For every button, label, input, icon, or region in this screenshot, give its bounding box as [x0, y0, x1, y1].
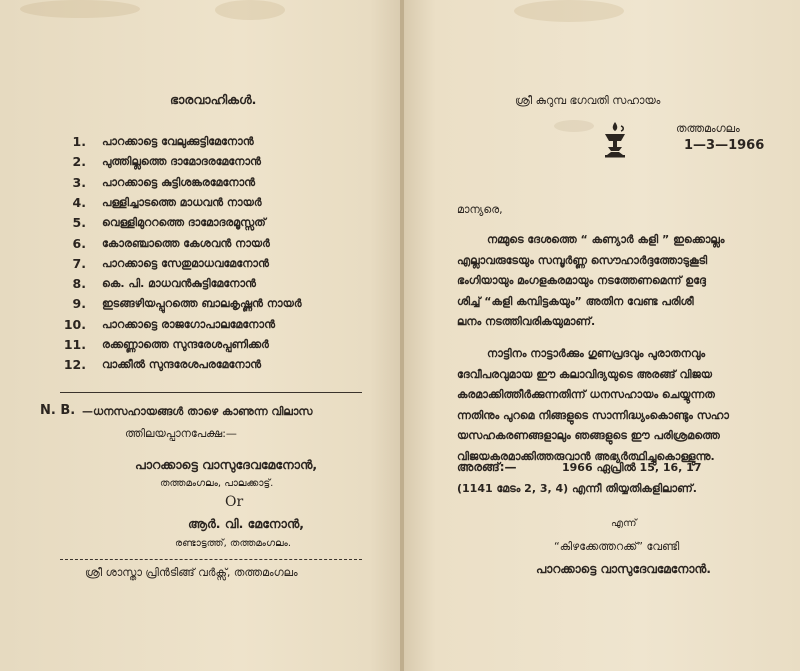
member-name: രക്കണ്ണാത്തെ സുന്ദരേശപ്പണിക്കർ — [102, 338, 269, 351]
member-number: 1. — [72, 134, 86, 149]
member-number: 10. — [63, 316, 86, 332]
member-name: പള്ളിച്ചാടത്തെ മാധവൻ നായർ — [102, 195, 262, 209]
paragraph-line: ശിച്ച് “കളി കമ്പിട്ടകയും” അതിന വേണ്ട പരിശീ — [457, 294, 694, 308]
member-name: പാറക്കാട്ടെ രാജഗോപാലമേനോൻ — [102, 317, 275, 331]
member-name: വെള്ളിമുററത്തെ ദാമോദരമൂസ്സത് — [102, 216, 266, 230]
member-number: 8. — [72, 276, 86, 292]
member-number: 6. — [72, 235, 86, 251]
contact1-address: തത്തമംഗലം, പാലക്കാട്ട്. — [160, 478, 274, 489]
member-name: ഇടങ്ങഴിയപ്പുറത്തെ ബാലകൃഷ്ണൻ നായർ — [102, 297, 302, 311]
member-name: പാറക്കാട്ടെ സേതുമാധവമേനോൻ — [102, 256, 269, 270]
divider — [60, 559, 362, 560]
letter-date: 1—3—1966 — [684, 138, 765, 153]
paragraph-line: യസഹകരണങ്ങളാലും ഞങ്ങളുടെ ഈ പരിശ്രമത്തെ — [457, 429, 720, 442]
contact2-name: ആർ. വി. മേനോൻ, — [188, 516, 304, 531]
arangu-malayalam-dates: (1141 മേടം 2, 3, 4) എന്നീ തിയ്യതികളിലാണ്. — [457, 482, 697, 495]
salutation: മാന്യരെ, — [457, 203, 503, 216]
right-page — [404, 0, 800, 671]
member-name: വാക്കീൽ സുന്ദരേശപരമേനോൻ — [102, 358, 262, 372]
member-number: 5. — [72, 215, 86, 231]
printer-credit: ശ്രീ ശാസ്താ പ്രിൻടിങ്ങ് വർക്സ്, തത്തമംഗലം — [85, 566, 298, 579]
committee-title: ഭാരവാഹികൾ. — [170, 92, 257, 107]
member-name: കെ. പി. മാധവൻകുട്ടിമേനോൻ — [102, 277, 256, 291]
divider — [60, 392, 362, 393]
member-number: 3. — [72, 174, 86, 190]
paragraph-line: ലനം നടത്തിവരികയുമാണ്. — [457, 315, 596, 328]
paragraph-line: എല്ലാവരുടേയും സമ്പൂർണ്ണ സൌഹാർദ്ദത്തോടുകൂടി — [457, 253, 708, 267]
paragraph-line: ദേവീപരവുമായ ഈ കലാവിദ്യയുടെ അരങ്ങ് വിജയ — [457, 367, 712, 381]
arangu-dates: 1966 ഏപ്രിൽ 15, 16, 17 — [562, 461, 702, 474]
oil-lamp-icon — [597, 120, 633, 160]
paragraph-line: ഭംഗിയായും മംഗളകരമായും നടത്തേണമെന്ന് ഉദ്ദേ — [457, 274, 706, 287]
paragraph-line: വിജയകരമാക്കിത്തരുവാൻ അഭ്യർത്ഥിച്ചുകൊള്ളുന്നു. — [457, 449, 715, 463]
paragraph-line: കരമാക്കിത്തീർക്കുന്നതിന്ന് ധനസഹായം ചെയ്യുന്നത — [457, 388, 715, 401]
nb-text-line2: ത്തിലയപ്പാനപേക്ഷ:— — [125, 427, 237, 440]
paper-stain — [514, 0, 624, 22]
paper-stain — [554, 120, 594, 132]
member-number: 12. — [63, 357, 86, 373]
ennu-text: എന്ന് — [611, 518, 637, 529]
contact1-name: പാറക്കാട്ടെ വാസുദേവമേനോൻ, — [135, 457, 318, 472]
nb-label: N. B. — [40, 403, 76, 418]
member-number: 9. — [72, 296, 86, 312]
nb-text-line1: —ധനസഹായങ്ങൾ താഴെ കാണുന്ന വിലാസ — [82, 405, 313, 418]
member-name: കോരഞ്ചാത്തെ കേശവൻ നായർ — [102, 236, 270, 250]
place-name: തത്തമംഗലം — [676, 122, 740, 135]
committee-name: “കിഴക്കേത്തറക്ക്” വേണ്ടി — [554, 540, 680, 553]
member-name: പാറക്കാട്ടെ കുട്ടിശങ്കരമേനോൻ — [102, 175, 256, 189]
arangu-label: അരങ്ങ്:— — [457, 460, 517, 474]
paragraph-1 — [457, 230, 767, 333]
member-number: 11. — [63, 337, 86, 352]
paragraph-line: ന്നതിനും പുറമെ നിങ്ങളുടെ സാന്നിദ്ധ്യംകൊണ്ടും സഹാ — [457, 408, 729, 422]
member-number: 7. — [72, 255, 86, 271]
member-number: 4. — [72, 194, 86, 210]
member-name: പാറക്കാട്ടെ വേലുക്കുട്ടിമേനോൻ — [102, 135, 254, 148]
paper-stain — [215, 0, 285, 20]
signatory: പാറക്കാട്ടെ വാസുദേവമേനോൻ. — [536, 562, 711, 576]
paragraph-line: നാട്ടിനം നാട്ടാർക്കും ഗുണപ്രദവും പുരാതനവും — [487, 347, 706, 360]
paper-stain — [20, 0, 140, 18]
invocation: ശ്രീ കുറുമ്പ ഭഗവതി സഹായം — [515, 94, 661, 107]
paragraph-line: നമ്മുടെ ദേശത്തെ “ കണ്യാർ കളി ” ഇക്കൊല്ലം — [487, 233, 725, 246]
or-text: Or — [225, 494, 244, 510]
member-number: 2. — [72, 154, 86, 170]
contact2-address: രണ്ടാട്ടത്ത്, തത്തമംഗലം. — [175, 538, 292, 549]
member-name: പുത്തില്ലത്തെ ദാമോദരമേനോൻ — [102, 155, 261, 169]
paragraph-2 — [457, 344, 767, 467]
